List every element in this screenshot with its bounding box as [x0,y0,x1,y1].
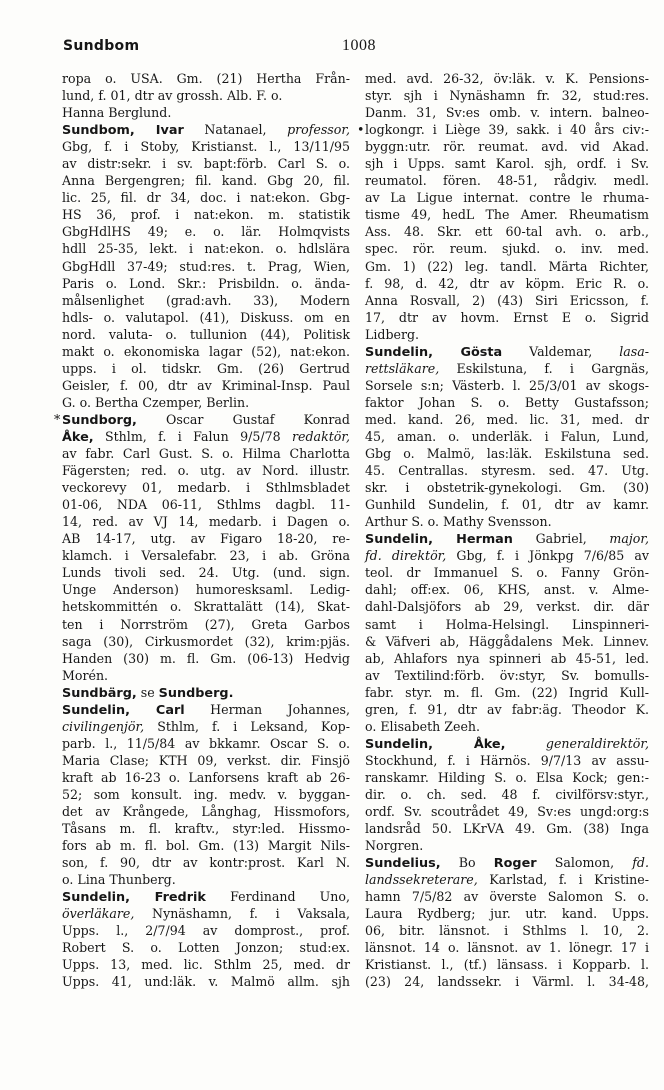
entry-text: Unge Anderson) humoresksaml. Ledig- [62,582,350,598]
entry-title: överläkare, [62,906,135,922]
entry-text: Upps. 41, und:läk. v. Malmö allm. sjh [62,974,350,990]
text-line [62,513,350,530]
entry-text: länsnot. 14 o. länsnot. av 1. lönegr. 17 i [365,940,649,956]
text-line [365,973,649,990]
text-line [62,377,350,394]
text-line [365,598,649,615]
entry-text: Oscar Gustaf Konrad [136,411,350,427]
text-line [365,564,649,581]
entry-text: Gabriel, [512,531,610,547]
text-line [62,786,350,803]
text-line [365,377,649,394]
text-line [62,206,350,223]
text-line [365,718,649,735]
text-line [62,939,350,956]
text-line [365,547,649,564]
entry-text: lic. 25, fil. dr 34, doc. i nat:ekon. Gbg- [62,190,350,206]
text-line [62,650,350,667]
text-line [365,445,649,462]
text-line [62,598,350,615]
entry-text: Salomon, [536,855,633,871]
entry-text: klamch. i Versalefabr. 23, i ab. Gröna [62,548,350,564]
entry-text: Bo [440,855,494,871]
text-line [365,394,649,411]
entry-text: styr. sjh i Nynäshamn fr. 32, stud:res. [365,88,649,104]
text-line [62,394,350,411]
entry-text: 45. Centrallas. styresm. sed. 47. Utg. [365,463,649,479]
text-line [62,735,350,752]
entry-text: 52; som konsult. ing. medv. v. byggan- [62,786,350,802]
entry-text: Kristianst. l., (tf.) länsass. i Kopparb. l. [365,957,649,973]
text-line [62,905,350,922]
entry-text: ranskamr. Hilding S. o. Elsa Kock; gen:- [365,769,649,785]
entry-text: Lidberg. [365,326,420,342]
entry-text: Upps. 13, med. lic. Sthlm 25, med. dr [62,957,350,973]
text-line [62,275,350,292]
entry-title: rettsläkare, [365,360,440,376]
entry-text: Sthlm, f. i Falun 9/5/78 [93,428,281,444]
text-line [365,292,649,309]
text-line [62,871,350,888]
entry-text: Stockhund, f. i Härnös. 9/7/13 av assu- [365,752,649,768]
entry-text: Gbg, f. i Jönkpg 7/6/85 av [446,548,649,564]
entry-text: 01-06, NDA 06-11, Sthlms dagbl. 11- [62,497,350,513]
entry-text: av fabr. Carl Gust. S. o. Hilma Charlotta [62,446,350,462]
text-line [62,360,350,377]
entry-name: Sundborg, [62,412,137,428]
text-line [62,240,350,257]
entry-text: G. o. Bertha Czemper, Berlin. [62,394,250,410]
text-line [62,701,350,718]
text-line [365,633,649,650]
text-line [365,820,649,837]
entry-text: 06, bitr. länsnot. i Sthlms l. 10, 2. [365,923,649,939]
text-line [365,223,649,240]
text-line [365,581,649,598]
entry-text: skr. i obstetrik-gynekologi. Gm. (30) [365,480,649,496]
text-line [365,650,649,667]
page-number: 1008 [342,37,376,54]
text-line [365,360,649,377]
text-line [365,258,649,275]
entry-text: veckorevy 01, medarb. i Sthlmsbladet [62,480,350,496]
text-line [62,309,350,326]
text-line [62,633,350,650]
entry-text: Arthur S. o. Mathy Svensson. [365,514,552,530]
text-line [62,445,350,462]
entry-text: ordf. Sv. scoutrådet 49, Sv:es ungd:org:s [365,804,649,820]
margin-mark: • [357,122,365,138]
text-line [365,905,649,922]
text-line [365,309,649,326]
entry-name: Roger [493,856,537,872]
entry-text: Valdemar, [502,343,620,359]
entry-text: ten i Norrström (27), Greta Garbos [62,616,350,632]
entry-text: Morén. [62,667,109,683]
entry-text: parb. l., 11/5/84 av bkkamr. Oscar S. o. [62,735,350,751]
entry-text: teol. dr Immanuel S. o. Fanny Grön- [365,565,649,581]
entry-text: dahl; off:ex. 06, KHS, anst. v. Alme- [365,582,649,598]
entry-text: HS 36, prof. i nat:ekon. m. statistik [62,207,350,223]
entry-text: logkongr. i Liège 39, sakk. i 40 års civ:- [365,122,649,138]
entry-text: Anna Rosvall, 2) (43) Siri Ericsson, f. [365,292,649,308]
text-line [365,530,649,547]
entry-text: Tåsans m. fl. kraftv., styr:led. Hissmo- [62,821,350,837]
text-line [365,155,649,172]
entry-text: Maria Clase; KTH 09, verkst. dir. Finsjö [62,752,350,768]
entry-title: major, [609,531,649,547]
text-line [365,888,649,905]
entry-text: samt i Holma-Helsingl. Linspinneri- [365,616,649,632]
entry-text: sjh i Upps. samt Karol. sjh, ordf. i Sv. [365,156,649,172]
entry-name: Sundelin, Gösta [365,344,503,360]
text-line [365,411,649,428]
text-line [365,138,649,155]
entry-text: fors ab m. fl. bol. Gm. (13) Margit Nils- [62,838,350,854]
entry-text: gren, f. 91, dtr av fabr:äg. Theodor K. [365,701,649,717]
entry-text: hdll 25-35, lekt. i nat:ekon. o. hdlslära [62,241,350,257]
entry-text: Gbg o. Malmö, las:läk. Eskilstuna sed. [365,446,649,462]
entry-title: fd. [632,855,649,871]
text-line [365,513,649,530]
entry-text: Fägersten; red. o. utg. av Nord. illustr. [62,463,350,479]
text-line [365,616,649,633]
entry-text: upps. i ol. tidskr. Gm. (26) Gertrud [62,360,350,376]
text-line [365,956,649,973]
entry-text: Gbg, f. i Stoby, Kristianst. l., 13/11/95 [62,139,350,155]
entry-name: Sundelin, Herman [365,532,513,548]
entry-text: ropa o. USA. Gm. (21) Hertha Från- [62,71,350,86]
text-line [54,411,350,428]
entry-name: Sundelin, Carl [62,702,185,718]
text-line [62,922,350,939]
text-line [62,973,350,990]
entry-title: redaktör, [280,428,350,444]
text-line [365,803,649,820]
text-line [62,564,350,581]
text-line [365,462,649,479]
entry-text: hamn 7/5/82 av överste Salomon S. o. [365,889,649,905]
text-line [62,121,350,138]
entry-text: med. kand. 26, med. lic. 31, med. dr [365,411,649,427]
text-line [365,786,649,803]
text-line [365,479,649,496]
entry-text: Handen (30) m. fl. Gm. (06-13) Hedvig [62,650,350,666]
text-line [365,752,649,769]
text-line [62,667,350,684]
text-line [62,547,350,564]
text-line [62,155,350,172]
entry-text: Sorsele s:n; Västerb. l. 25/3/01 av skogs- [365,377,649,393]
entry-text: målsenlighet (grad:avh. 33), Modern [62,292,350,308]
entry-name: Åke, [62,429,94,445]
entry-name: Sundelin, Fredrik [62,890,206,906]
entry-title: professor, [287,122,350,138]
entry-text: det av Krångede, Långhag, Hissmofors, [62,804,350,820]
entry-text: Natanael, [183,122,288,138]
text-line [365,854,649,871]
entry-text: dahl-Dalsjöfors ab 29, verkst. dir. där [365,599,649,615]
entry-text: byggn:utr. rör. reumat. avd. vid Akad. [365,139,649,155]
text-line [365,189,649,206]
entry-name: Sundberg. [158,685,234,701]
text-line [365,172,649,189]
entry-text: Danm. 31, Sv:es omb. v. intern. balneo- [365,105,649,121]
entry-text: o. Lina Thunberg. [62,872,176,888]
entry-text: kraft ab 16-23 o. Lanforsens kraft ab 26- [62,769,350,785]
entry-text: o. Elisabeth Zeeh. [365,718,481,734]
entry-text: hetskommittén o. Skrattalätt (14), Skat- [62,599,350,615]
text-line [365,206,649,223]
entry-text: ab, Ahlafors nya spinneri ab 45-51, led. [365,650,649,666]
text-line [365,496,649,513]
entry-name: Sundbom, Ivar [62,123,184,139]
text-line [62,496,350,513]
text-line [365,70,649,87]
entry-title: civilingenjör, [62,718,145,734]
text-line [365,104,649,121]
text-line [365,701,649,718]
entry-text: Paris o. Lond. Skr.: Prisbildn. o. ända- [62,275,350,291]
entry-text: f. 98, d. 42, dtr av köpm. Eric R. o. [365,275,649,291]
text-line [62,837,350,854]
entry-text: 45, aman. o. underläk. i Falun, Lund, [365,428,649,444]
entry-text: dir. o. ch. sed. 48 f. civilförsv:styr., [365,786,649,802]
entry-text: Karlstad, f. i Kristine- [477,872,649,888]
text-line [365,275,649,292]
entry-title: fd. direktör, [365,548,447,564]
text-line [62,854,350,871]
entry-name: Sundelin, Åke, [365,736,506,752]
entry-text: av Textilind:förb. öv:styr, Sv. bomulls- [365,667,649,683]
text-line [365,922,649,939]
entry-text: se [136,684,159,700]
entry-text: hdls- o. valutapol. (41), Diskuss. om en [62,309,350,325]
text-line [62,70,350,87]
text-line [62,189,350,206]
text-line [62,956,350,973]
right-column [357,70,649,991]
entry-text: Robert S. o. Lotten Jonzon; stud:ex. [62,940,350,956]
entry-text: faktor Johan S. o. Betty Gustafsson; [365,394,649,410]
entry-text: GbgHdll 37-49; stud:res. t. Prag, Wien, [62,258,350,274]
entry-text: saga (30), Cirkusmordet (32), krim:pjäs. [62,633,350,649]
entry-text: med. avd. 26-32, öv:läk. v. K. Pensions- [365,71,649,86]
entry-text: landsråd 50. LKrVA 49. Gm. (38) Inga [365,821,649,837]
text-line [365,735,649,752]
text-line [365,343,649,360]
entry-text: fabr. styr. m. fl. Gm. (22) Ingrid Kull- [365,684,649,700]
entry-text: Ferdinand Uno, [205,889,350,905]
entry-text: Ass. 48. Skr. ett 60-tal avh. o. arb., [365,224,649,240]
text-line [62,888,350,905]
text-line [62,718,350,735]
entry-text: Hanna Berglund. [62,105,172,121]
text-line [62,428,350,445]
text-line [62,223,350,240]
text-line [62,769,350,786]
entry-text: (23) 24, landssekr. i Värml. l. 34-48, [365,974,649,990]
entry-text: Nynäshamn, f. i Vaksala, [134,906,350,922]
entry-text: Anna Bergengren; fil. kand. Gbg 20, fil. [62,173,350,189]
left-column [54,70,351,991]
entry-text: Norgren. [365,838,424,854]
entry-text: 14, red. av VJ 14, medarb. i Dagen o. [62,514,350,530]
text-line [365,837,649,854]
entry-text: makt o. ekonomiska lagar (52), nat:ekon. [62,343,350,359]
entry-text: av distr:sekr. i sv. bapt:förb. Carl S. o. [62,156,350,172]
text-line [357,121,649,138]
text-line [62,462,350,479]
text-line [62,258,350,275]
entry-text: lund, f. 01, dtr av grossh. Alb. F. o. [62,88,283,104]
entry-text: Sthlm, f. i Leksand, Kop- [144,718,350,734]
entry-text: GbgHdlHS 49; e. o. lär. Holmqvists [62,224,350,240]
entry-name: Sundbärg, [62,685,137,701]
text-line [62,616,350,633]
entry-text: Laura Rydberg; jur. utr. kand. Upps. [365,906,649,922]
entry-text: spec. rör. reum. sjukd. o. inv. med. [365,241,649,257]
margin-mark: * [54,411,61,427]
entry-name: Sundelius, [365,856,441,872]
text-line [62,292,350,309]
text-line [62,820,350,837]
text-line [365,684,649,701]
text-line [62,684,350,701]
text-line [62,87,350,104]
entry-title: generaldirektör, [505,735,649,751]
running-head: Sundbom [63,38,140,54]
entry-text: Herman Johannes, [184,701,351,717]
entry-text: Gunhild Sundelin, f. 01, dtr av kamr. [365,497,649,513]
entry-text: tisme 49, hedL The Amer. Rheumatism [365,207,649,223]
entry-text: nord. valuta- o. tullunion (44), Politisk [62,326,350,342]
entry-title: lasa- [619,343,649,359]
text-line [365,326,649,343]
text-line [365,939,649,956]
text-line [365,428,649,445]
text-line [365,87,649,104]
text-line [62,172,350,189]
text-line [62,752,350,769]
entry-title: landssekreterare, [365,872,478,888]
entry-text: Geisler, f. 00, dtr av Kriminal-Insp. Paul [62,377,350,393]
text-line [62,343,350,360]
entry-text: Eskilstuna, f. i Gargnäs, [439,360,649,376]
entry-text: av La Ligue internat. contre le rhuma- [365,190,649,206]
text-line [62,581,350,598]
entry-text: Lunds tivoli sed. 24. Utg. (und. sign. [62,565,350,581]
entry-text: & Väfveri ab, Häggådalens Mek. Linnev. [365,633,649,649]
text-line [62,530,350,547]
entry-text: 17, dtr av hovm. Ernst E o. Sigrid [365,309,649,325]
text-line [62,803,350,820]
entry-text: Gm. 1) (22) leg. tandl. Märta Richter, [365,258,649,274]
entry-text: son, f. 90, dtr av kontr:prost. Karl N. [62,855,350,871]
text-line [62,104,350,121]
text-line [62,479,350,496]
text-line [365,667,649,684]
entry-text: AB 14-17, utg. av Figaro 18-20, re- [62,531,350,547]
text-line [62,326,350,343]
text-line [365,240,649,257]
text-line [365,769,649,786]
text-line [62,138,350,155]
entry-text: Upps. l., 2/7/94 av domprost., prof. [62,923,350,939]
entry-text: reumatol. fören. 48-51, rådgiv. medl. [365,173,649,189]
text-line [365,871,649,888]
